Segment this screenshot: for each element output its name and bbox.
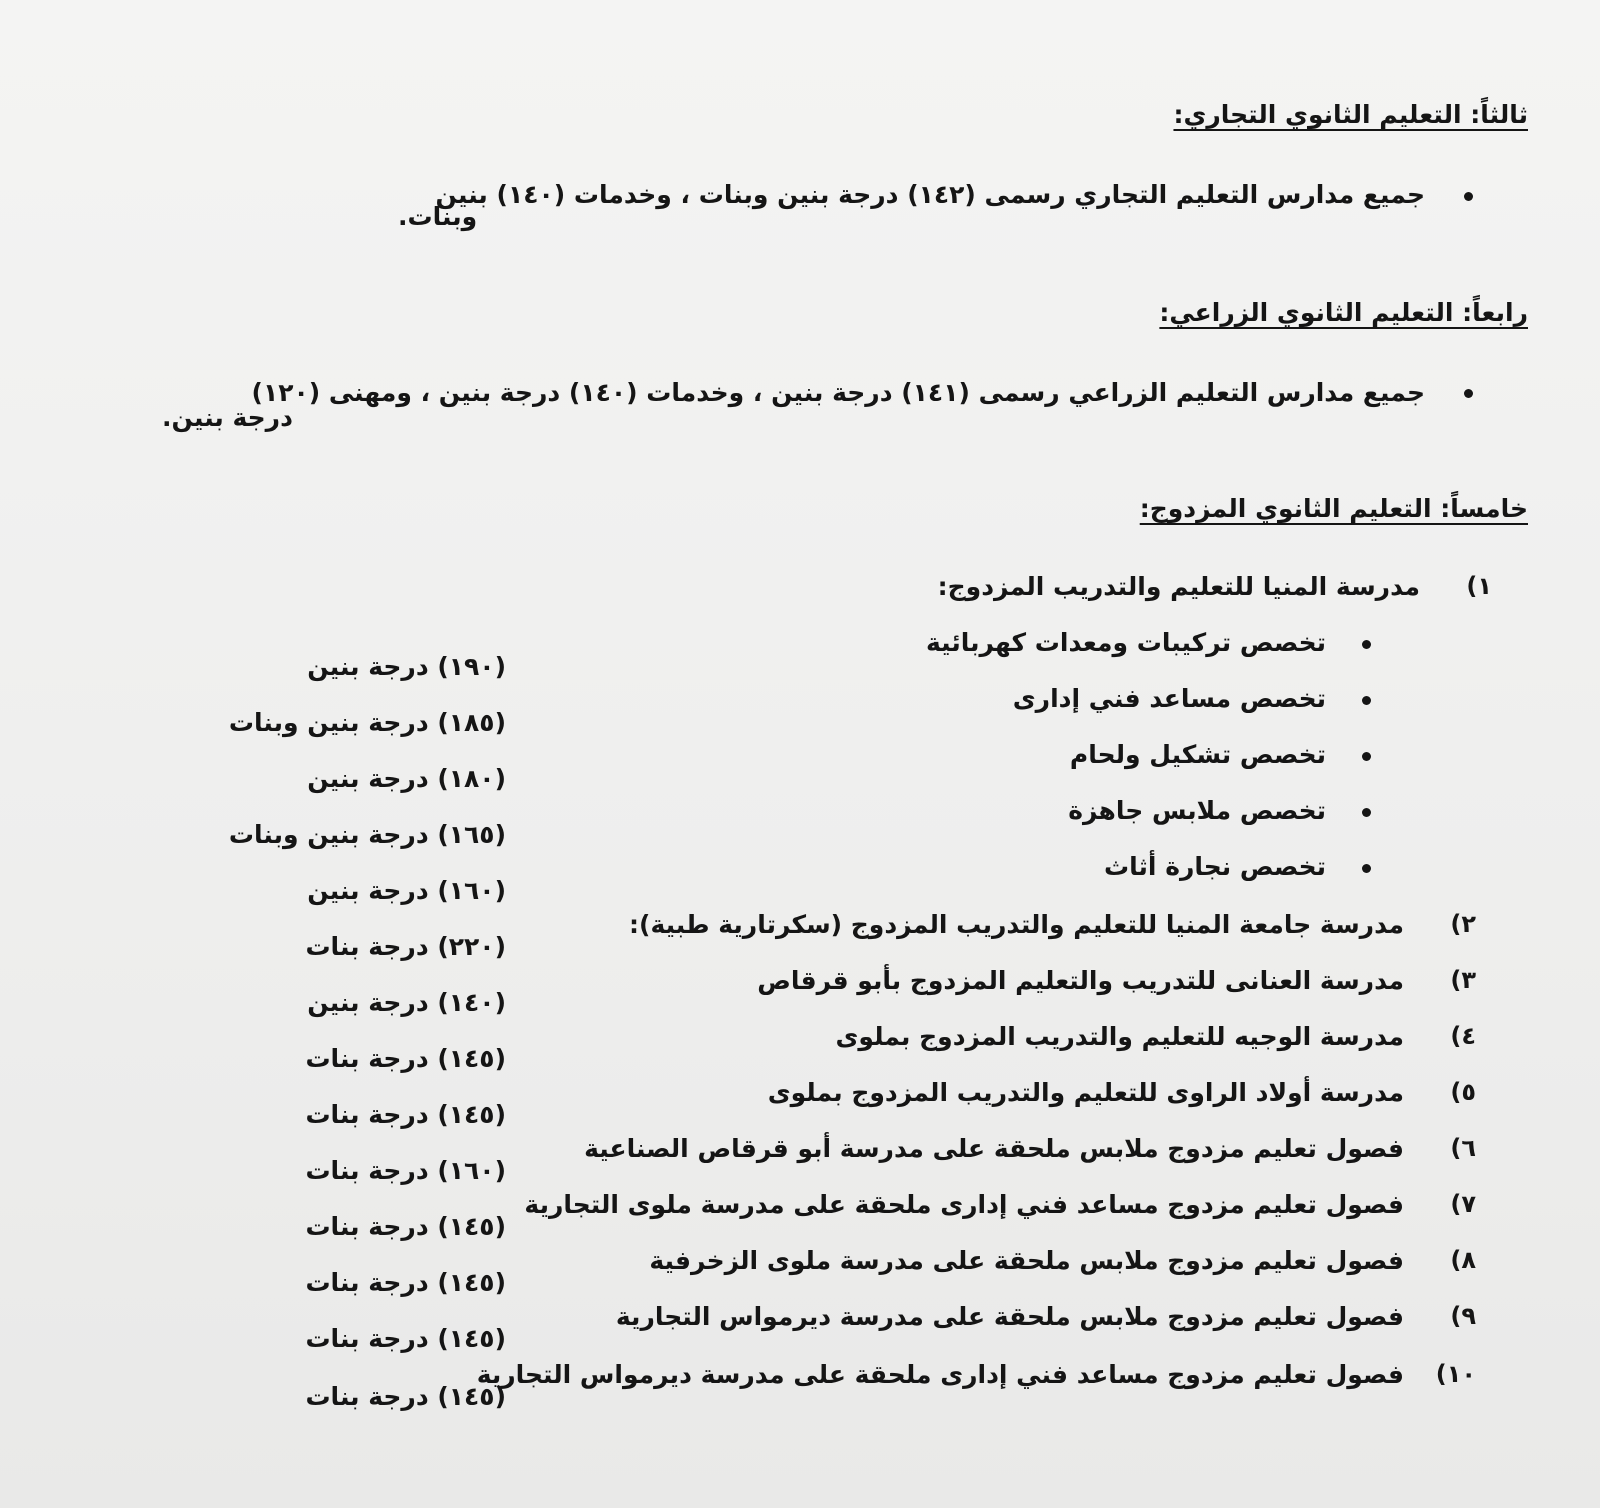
- specialization-item: تخصص تركيبات ومعدات كهربائية: [925, 628, 1326, 657]
- bullet-icon: [1362, 864, 1371, 873]
- list-number: ١٠): [1435, 1360, 1476, 1388]
- school-grade: (١٤٥) درجة بنات: [305, 1212, 506, 1241]
- section-heading-dual: خامساً: التعليم الثانوي المزدوج:: [1139, 494, 1528, 523]
- school-title: فصول تعليم مزدوج ملابس ملحقة على مدرسة ديرمواس التجارية: [615, 1302, 1404, 1331]
- school-title: مدرسة العنانى للتدريب والتعليم المزدوج بأبو قرقاص: [757, 966, 1404, 995]
- bullet-icon: [1362, 752, 1371, 761]
- school-title: فصول تعليم مزدوج ملابس ملحقة على مدرسة ملوى الزخرفية: [649, 1246, 1404, 1275]
- specialization-item: تخصص مساعد فني إدارى: [1012, 684, 1326, 713]
- bullet-icon: [1362, 640, 1371, 649]
- bullet-icon: [1362, 808, 1371, 817]
- school-grade: (١٤٥) درجة بنات: [305, 1324, 506, 1353]
- specialization-item: تخصص ملابس جاهزة: [1068, 796, 1326, 825]
- school-title: مدرسة أولاد الراوى للتعليم والتدريب المزدوج بملوى: [767, 1078, 1404, 1107]
- section-heading-commercial: ثالثاً: التعليم الثانوي التجاري:: [1173, 100, 1528, 129]
- bullet-icon: [1464, 389, 1473, 398]
- specialization-item: تخصص نجارة أثاث: [1104, 852, 1326, 881]
- school-title: فصول تعليم مزدوج ملابس ملحقة على مدرسة أبو قرقاص الصناعية: [584, 1134, 1404, 1163]
- list-number: ٧): [1450, 1190, 1476, 1218]
- commercial-text-line2: وبنات.: [398, 202, 478, 231]
- specialization-grade: (١٦٠) درجة بنين: [307, 876, 506, 905]
- list-number: ٤): [1450, 1022, 1476, 1050]
- bullet-icon: [1362, 696, 1371, 705]
- section-heading-agricultural: رابعاً: التعليم الثانوي الزراعي:: [1159, 298, 1528, 327]
- list-number: ١): [1466, 572, 1492, 600]
- school-grade: (١٤٥) درجة بنات: [305, 1382, 506, 1411]
- school-title: فصول تعليم مزدوج مساعد فني إدارى ملحقة على مدرسة ديرمواس التجارية: [476, 1360, 1404, 1389]
- agricultural-text-line2: درجة بنين.: [162, 403, 293, 432]
- list-number: ٩): [1450, 1302, 1476, 1330]
- list-number: ٨): [1450, 1246, 1476, 1274]
- school-title: فصول تعليم مزدوج مساعد فني إدارى ملحقة على مدرسة ملوى التجارية: [524, 1190, 1404, 1219]
- bullet-icon: [1464, 192, 1473, 201]
- specialization-grade: (١٩٠) درجة بنين: [307, 652, 506, 681]
- school-grade: (١٤٠) درجة بنين: [307, 988, 506, 1017]
- school-title: مدرسة جامعة المنيا للتعليم والتدريب المزدوج (سكرتارية طبية):: [629, 910, 1404, 939]
- specialization-item: تخصص تشكيل ولحام: [1069, 740, 1326, 769]
- commercial-text-line1: جميع مدارس التعليم التجاري رسمى (١٤٢) درجة بنين وبنات ، وخدمات (١٤٠) بنين: [435, 180, 1425, 209]
- specialization-grade: (١٦٥) درجة بنين وبنات: [228, 820, 506, 849]
- specialization-grade: (١٨٥) درجة بنين وبنات: [228, 708, 506, 737]
- agricultural-text-line1: جميع مدارس التعليم الزراعي رسمى (١٤١) درجة بنين ، وخدمات (١٤٠) درجة بنين ، ومهنى (١٢٠): [251, 378, 1425, 407]
- school-grade: (١٤٥) درجة بنات: [305, 1100, 506, 1129]
- school-grade: (١٤٥) درجة بنات: [305, 1268, 506, 1297]
- list-number: ٥): [1450, 1078, 1476, 1106]
- list-number: ٣): [1450, 966, 1476, 994]
- school-grade: (٢٢٠) درجة بنات: [305, 932, 506, 961]
- school1-title: مدرسة المنيا للتعليم والتدريب المزدوج:: [937, 572, 1420, 601]
- specialization-grade: (١٨٠) درجة بنين: [307, 764, 506, 793]
- list-number: ٢): [1450, 910, 1476, 938]
- school-grade: (١٦٠) درجة بنات: [305, 1156, 506, 1185]
- school-grade: (١٤٥) درجة بنات: [305, 1044, 506, 1073]
- school-title: مدرسة الوجيه للتعليم والتدريب المزدوج بملوى: [835, 1022, 1404, 1051]
- list-number: ٦): [1450, 1134, 1476, 1162]
